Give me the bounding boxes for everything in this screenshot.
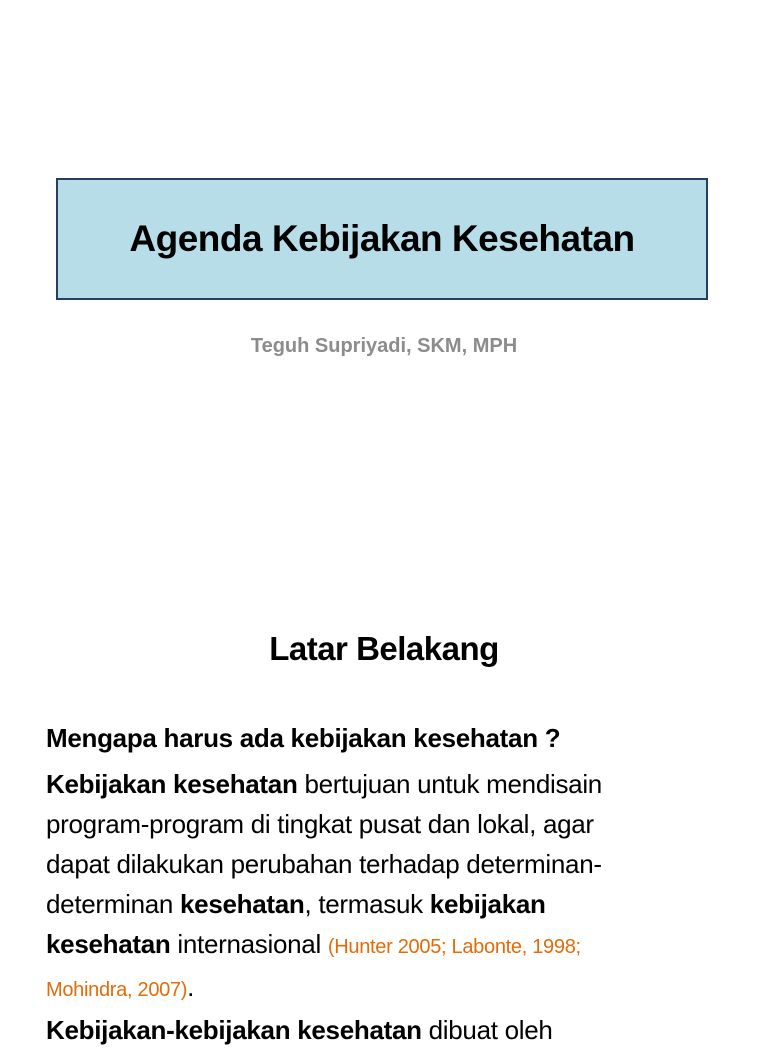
bold-term: Kebijakan-kebijakan kesehatan: [46, 1015, 422, 1045]
body-text: [46, 718, 736, 1050]
bold-term: kesehatan: [180, 889, 305, 919]
paragraph-line: [46, 884, 736, 924]
bold-term: kesehatan: [46, 929, 171, 959]
paragraph-line: [46, 924, 736, 967]
title-box: [56, 178, 708, 300]
citation: Mohindra, 2007): [46, 979, 188, 1001]
text-run: internasional: [170, 929, 328, 959]
text-run: dibuat oleh: [421, 1015, 553, 1045]
bold-term: Kebijakan kesehatan: [46, 769, 298, 799]
question-text: Mengapa harus ada kebijakan kesehatan ?: [46, 723, 561, 753]
slide-heading: Latar Belakang: [269, 630, 499, 667]
bold-term: kebijakan: [429, 889, 546, 919]
text-run: , termasuk: [304, 889, 430, 919]
paragraph-1: [46, 764, 736, 1010]
paragraph-line: [46, 967, 736, 1010]
paragraph-line: [46, 764, 736, 804]
text-run: determinan: [46, 889, 180, 919]
author-name: Teguh Supriyadi, SKM, MPH: [250, 335, 518, 357]
paragraph-2: [46, 1010, 736, 1050]
slide-title: Agenda Kebijakan Kesehatan: [129, 218, 635, 259]
text-run: bertujuan untuk mendisain: [297, 769, 602, 799]
paragraph-line: dapat dilakukan perubahan terhadap determinan-: [46, 849, 602, 879]
text-run: .: [187, 972, 195, 1002]
citation: (Hunter 2005; Labonte, 1998;: [327, 936, 581, 958]
content-slide: [0, 580, 768, 1045]
paragraph-line: program-program di tingkat pusat dan lokal, agar: [46, 809, 594, 839]
